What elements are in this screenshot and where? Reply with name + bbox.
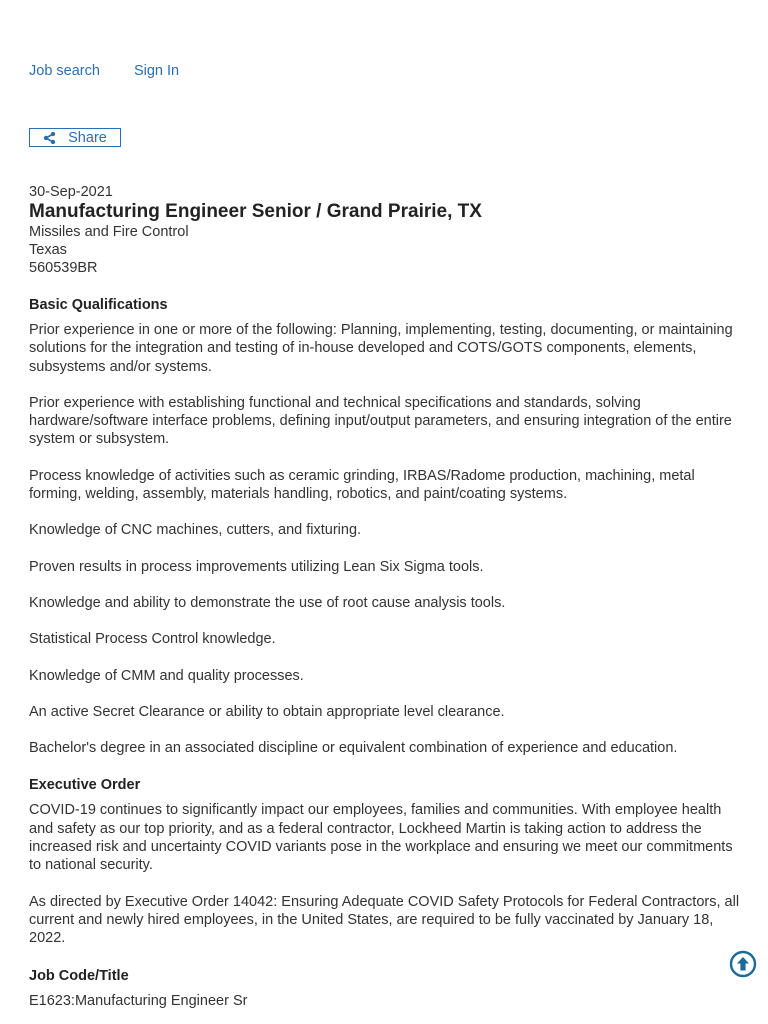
job-state: Texas bbox=[29, 242, 67, 258]
share-label: Share bbox=[68, 129, 107, 146]
job-code-value: E1623:Manufacturing Engineer Sr bbox=[29, 992, 248, 1009]
job-search-link[interactable]: Job search bbox=[29, 63, 100, 79]
qualification-paragraph: Prior experience with establishing functional and technical specifications and standards, solving hardware/software interface problems, defining input/output parameters, and ensuring integration of the entire system or subsystem. bbox=[29, 394, 732, 448]
posting-date: 30-Sep-2021 bbox=[29, 184, 113, 200]
executive-order-paragraph: COVID-19 continues to significantly impact our employees, families and communities. With employee health and safety as our top priority, and as a federal contractor, Lockheed Martin is taking action to address the increased risk and uncertainty COVID variants pose in the workplace and ensuring we meet our commitments to national security. bbox=[29, 802, 733, 874]
job-code-section bbox=[29, 967, 741, 1010]
section-heading: Executive Order bbox=[29, 777, 141, 794]
basic-qualifications-section bbox=[29, 296, 741, 757]
qualification-paragraph: Knowledge and ability to demonstrate the use of root cause analysis tools. bbox=[29, 594, 506, 611]
qualification-paragraph: An active Secret Clearance or ability to obtain appropriate level clearance. bbox=[29, 703, 505, 720]
share-button[interactable] bbox=[29, 128, 121, 147]
executive-order-section bbox=[29, 776, 741, 947]
qualification-paragraph: Statistical Process Control knowledge. bbox=[29, 631, 276, 648]
executive-order-paragraph: As directed by Executive Order 14042: Ensuring Adequate COVID Safety Protocols for Federal Contractors, all current and newly hired employees, in the United States, are required to be fully vaccinated by January 18, 2022. bbox=[29, 893, 740, 947]
back-to-top-button[interactable] bbox=[729, 950, 757, 978]
page-title: Manufacturing Engineer Senior / Grand Prairie, TX bbox=[29, 201, 482, 222]
requisition-id: 560539BR bbox=[29, 260, 98, 276]
section-heading: Basic Qualifications bbox=[29, 297, 168, 313]
qualification-paragraph: Bachelor's degree in an associated discipline or equivalent combination of experience and education. bbox=[29, 740, 678, 757]
qualification-paragraph: Process knowledge of activities such as ceramic grinding, IRBAS/Radome production, machining, metal forming, welding, assembly, materials handling, robotics, and paint/coating systems. bbox=[29, 467, 695, 503]
qualification-paragraph: Prior experience in one or more of the following: Planning, implementing, testing, documenting, or maintaining solutions for the integration and testing of in-house developed and COTS/GOTS components, elements, subsystems and/or systems. bbox=[29, 322, 733, 375]
sign-in-link[interactable]: Sign In bbox=[133, 63, 180, 79]
business-unit: Missiles and Fire Control bbox=[29, 224, 189, 240]
top-navigation bbox=[29, 63, 179, 79]
job-details bbox=[29, 183, 741, 1010]
qualification-paragraph: Knowledge of CMM and quality processes. bbox=[29, 667, 304, 684]
qualification-paragraph: Proven results in process improvements utilizing Lean Six Sigma tools. bbox=[29, 558, 484, 575]
qualification-paragraph: Knowledge of CNC machines, cutters, and fixturing. bbox=[29, 522, 362, 539]
section-heading: Job Code/Title bbox=[29, 967, 129, 984]
share-icon bbox=[43, 132, 56, 144]
arrow-up-circle-icon bbox=[729, 950, 757, 978]
